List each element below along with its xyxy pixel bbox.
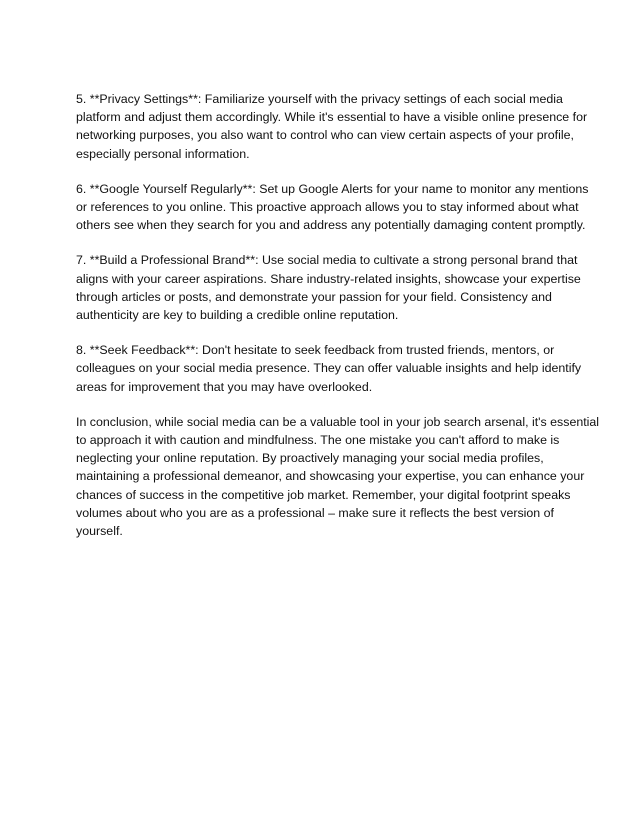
text-line: 6. **Google Yourself Regularly**: Set up Google Alerts for your name to monitor any mentions — [76, 181, 589, 196]
text-line: others see when they search for you and address any potentially damaging content promptly. — [76, 218, 586, 233]
text-line: areas for improvement that you may have overlooked. — [76, 379, 373, 394]
text-line: aligns with your career aspirations. Share industry-related insights, showcase your expertise — [76, 271, 581, 286]
document-body — [76, 90, 600, 557]
paragraph-seek-feedback — [76, 341, 582, 396]
text-line: to approach it with caution and mindfulness. The one mistake you can't afford to make is — [76, 433, 560, 448]
text-line: maintaining a professional demeanor, and showcasing your expertise, you can enhance your — [76, 469, 585, 484]
paragraph-privacy-settings — [76, 90, 588, 163]
text-line: authenticity are key to building a credible online reputation. — [76, 308, 399, 323]
text-line: 8. **Seek Feedback**: Don't hesitate to seek feedback from trusted friends, mentors, or — [76, 343, 555, 358]
text-line: networking purposes, you also want to control who can view certain aspects of your profile, — [76, 128, 574, 143]
text-line: yourself. — [76, 524, 123, 539]
text-line: volumes about who you are as a professional – make sure it reflects the best version of — [76, 505, 554, 520]
text-line: through articles or posts, and demonstrate your passion for your field. Consistency and — [76, 289, 552, 304]
text-line: platform and adjust them accordingly. While it's essential to have a visible online presence for — [76, 110, 588, 125]
text-line: 7. **Build a Professional Brand**: Use social media to cultivate a strong personal brand that — [76, 253, 578, 268]
paragraph-professional-brand — [76, 251, 581, 324]
text-line: neglecting your online reputation. By proactively managing your social media profiles, — [76, 451, 544, 466]
text-line: especially personal information. — [76, 146, 250, 161]
paragraph-google-yourself — [76, 180, 589, 235]
text-line: colleagues on your social media presence. They can offer valuable insights and help identify — [76, 361, 582, 376]
text-line: chances of success in the competitive job market. Remember, your digital footprint speaks — [76, 487, 571, 502]
text-line: In conclusion, while social media can be a valuable tool in your job search arsenal, it's essential — [76, 414, 600, 429]
text-line: or references to you online. This proactive approach allows you to stay informed about what — [76, 200, 579, 215]
text-line: 5. **Privacy Settings**: Familiarize yourself with the privacy settings of each social media — [76, 92, 563, 106]
paragraph-conclusion — [76, 413, 600, 540]
